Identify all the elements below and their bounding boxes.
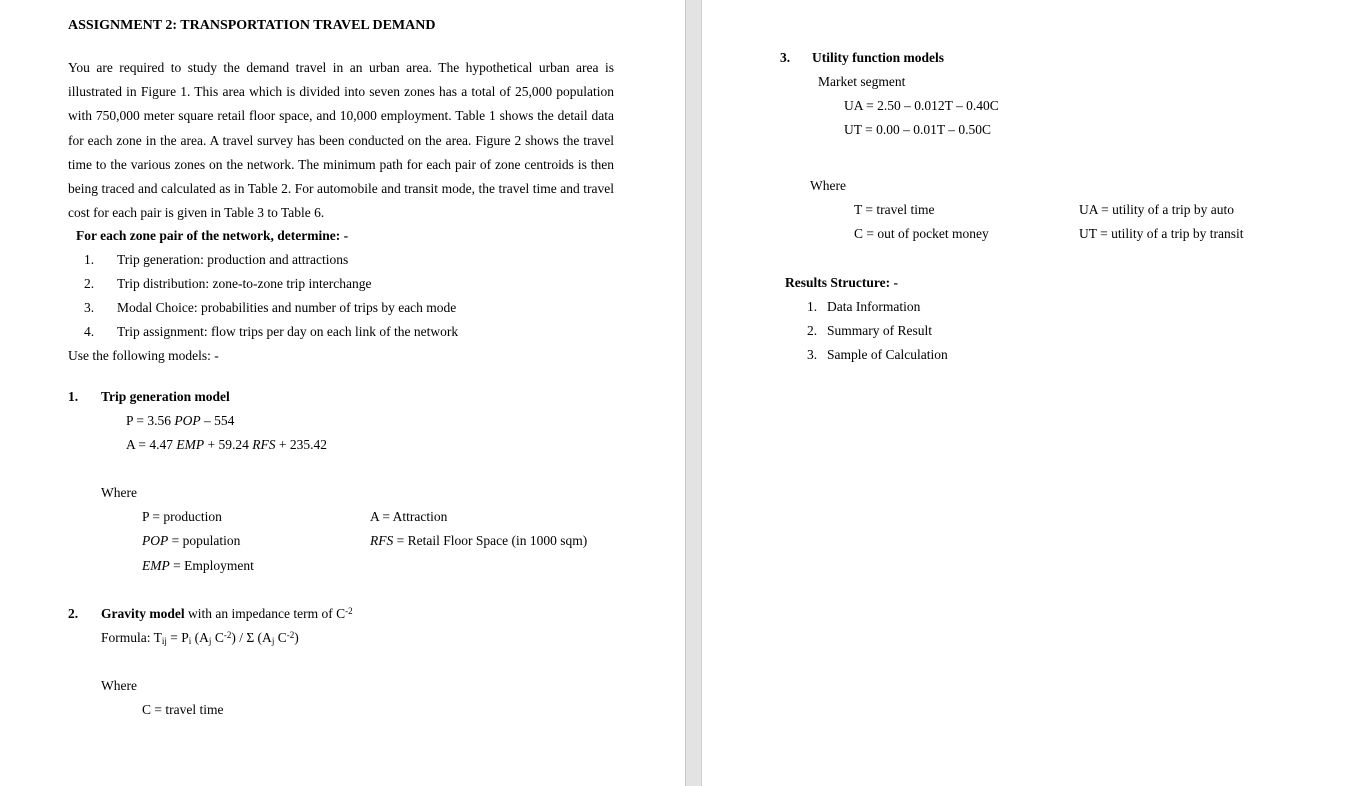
attraction-equation: A = 4.47 EMP + 59.24 RFS + 235.42 <box>126 437 327 452</box>
market-segment: Market segment <box>818 74 906 89</box>
definition-utility-auto: UA = utility of a trip by auto <box>1079 202 1234 217</box>
model2-where: Where <box>101 678 137 693</box>
definition-retail-floor-space: RFS = Retail Floor Space (in 1000 sqm) <box>370 533 588 548</box>
definition-travel-time: T = travel time <box>854 202 935 217</box>
model1-where: Where <box>101 485 137 500</box>
task-item: Modal Choice: probabilities and number of trips by each mode <box>117 300 457 315</box>
definition-travel-time: C = travel time <box>142 702 224 717</box>
model2-number: 2. <box>68 606 79 621</box>
task-number: 4. <box>84 324 95 339</box>
models-intro: Use the following models: - <box>68 348 219 363</box>
utility-auto-equation: UA = 2.50 – 0.012T – 0.40C <box>844 98 999 113</box>
definition-employment: EMP = Employment <box>142 558 254 573</box>
model1-number: 1. <box>68 389 79 404</box>
task-item: Trip assignment: flow trips per day on each link of the network <box>117 324 459 339</box>
model1-heading: Trip generation model <box>101 389 230 404</box>
model2-heading: Gravity model with an impedance term of $C^{-2}$ <box>101 606 353 621</box>
model3-where: Where <box>810 178 846 193</box>
document-title: ASSIGNMENT 2: TRANSPORTATION TRAVEL DEMAND <box>68 18 436 33</box>
results-item: Summary of Result <box>827 323 932 338</box>
definition-attraction: A = Attraction <box>370 509 448 524</box>
intro-paragraph: You are required to study the demand travel in an urban area. The hypothetical urban area is illustrated in Figure 1. This area which is divided into seven zones has a total of 25,000 population with 750,000 meter square retail floor space, and 10,000 employment. Table 1 shows the detail data for each zone in the area. A travel survey has been conducted on the area. Figure 2 shows the travel time to the various zones on the network. The minimum path for each pair of zone centroids is then being traced and calculated as in Table 2. For automobile and transit mode, the travel time and travel cost for each pair is given in Table 3 to Table 6. <box>68 60 614 221</box>
results-heading: Results Structure: - <box>785 275 898 290</box>
model3-number: 3. <box>780 50 791 65</box>
task-item: Trip distribution: zone-to-zone trip interchange <box>117 276 372 291</box>
document-page-left <box>0 0 685 786</box>
task-number: 2. <box>84 276 95 291</box>
determine-heading: For each zone pair of the network, determine: - <box>76 228 349 243</box>
document-page-right <box>702 0 1371 786</box>
results-item: Sample of Calculation <box>827 347 948 362</box>
task-number: 1. <box>84 252 95 267</box>
definition-population: POP = population <box>142 533 241 548</box>
results-number: 2. <box>807 323 818 338</box>
definition-out-of-pocket: C = out of pocket money <box>854 226 989 241</box>
utility-transit-equation: UT = 0.00 – 0.01T – 0.50C <box>844 122 991 137</box>
model3-heading: Utility function models <box>812 50 945 65</box>
definition-utility-transit: UT = utility of a trip by transit <box>1079 226 1244 241</box>
results-number: 3. <box>807 347 818 362</box>
results-number: 1. <box>807 299 818 314</box>
task-number: 3. <box>84 300 95 315</box>
results-item: Data Information <box>827 299 921 314</box>
page-separator <box>685 0 702 786</box>
production-equation: P = 3.56 POP – 554 <box>126 413 235 428</box>
definition-production: P = production <box>142 509 222 524</box>
task-item: Trip generation: production and attractions <box>117 252 349 267</box>
gravity-formula: Formula: $T_{ij} = P_i$ ($A_j$ $C^{-2}$) / Σ ($A_j$ $C^{-2}$) <box>101 630 299 646</box>
